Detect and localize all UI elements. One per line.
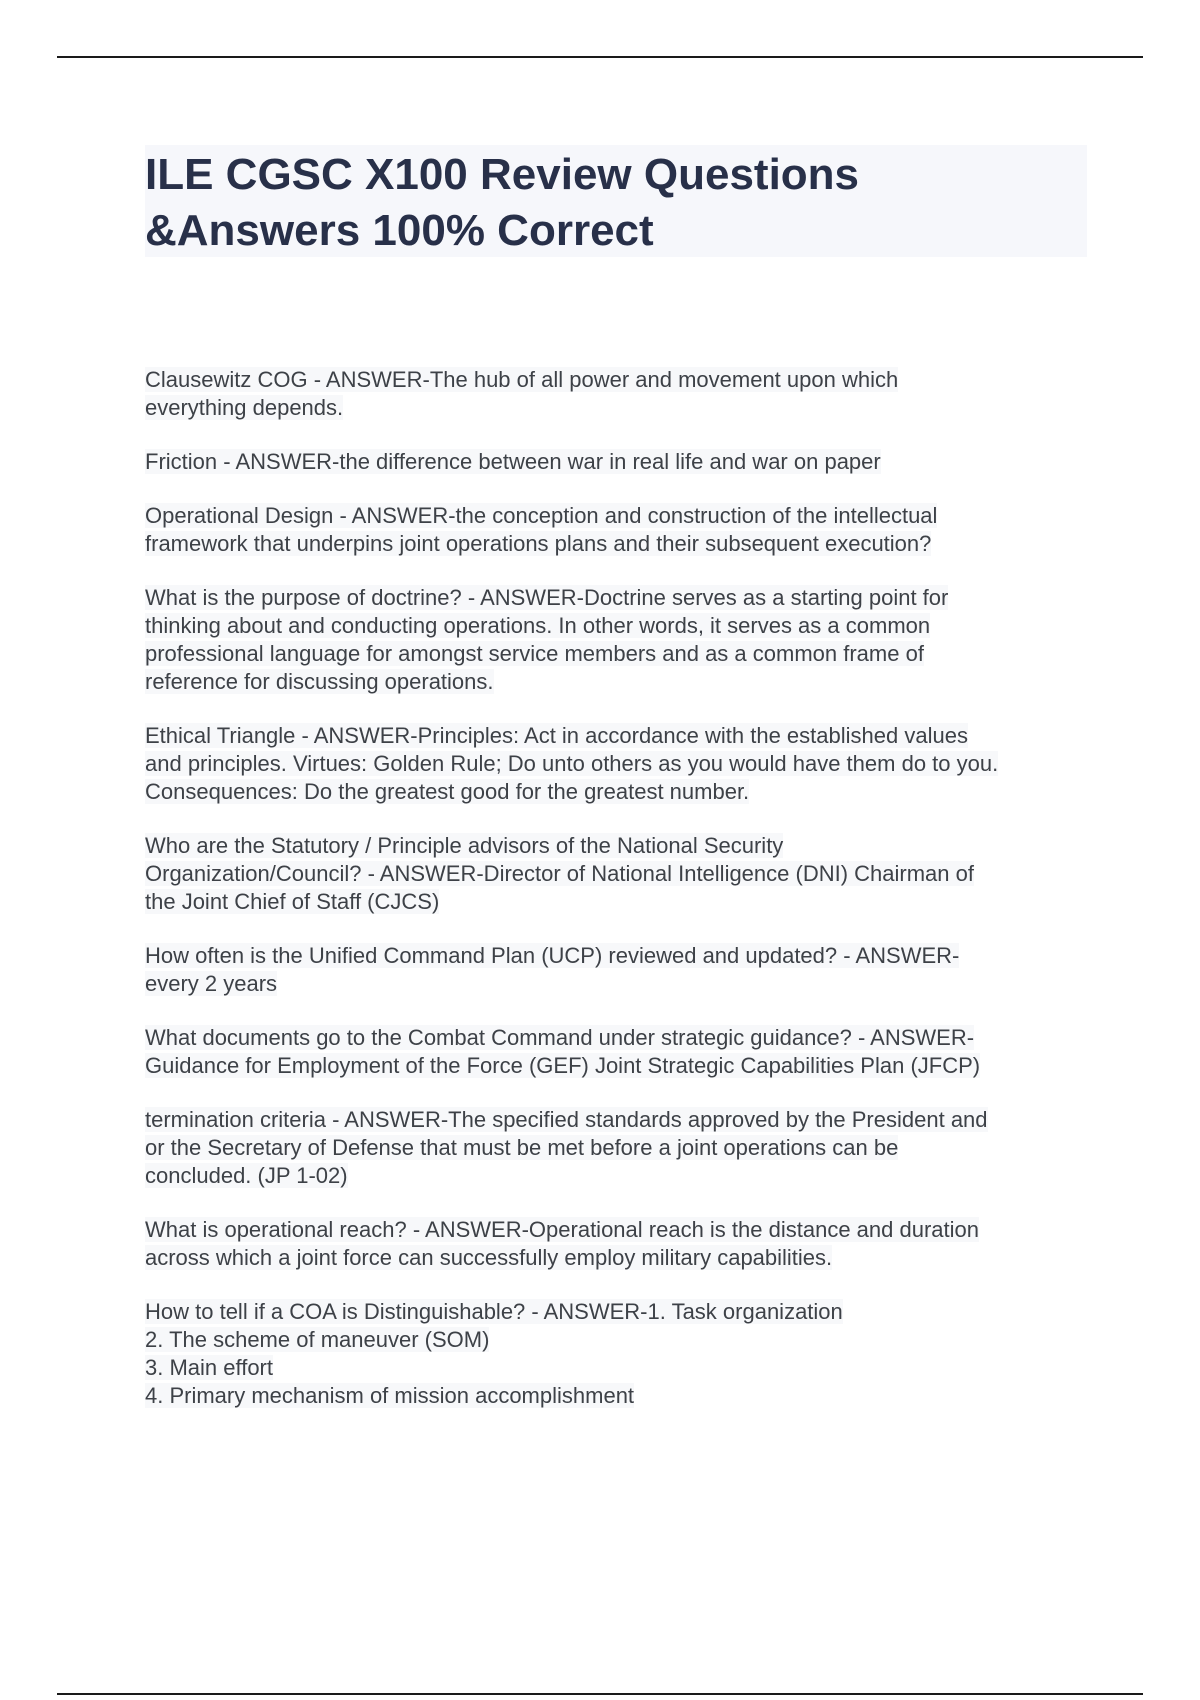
qa-item xyxy=(145,1024,1095,1080)
qa-item xyxy=(145,1216,1095,1272)
qa-item xyxy=(145,1298,1095,1410)
qa-text: termination criteria - ANSWER-The specified standards approved by the President and or the Secretary of Defense that must be met before a joint operations can be concluded. (JP 1-02) xyxy=(145,1107,988,1188)
qa-item xyxy=(145,942,1095,998)
page-title xyxy=(145,145,1087,259)
qa-item xyxy=(145,832,1095,916)
qa-item xyxy=(145,722,1095,806)
top-rule xyxy=(57,56,1143,58)
qa-text: Ethical Triangle - ANSWER-Principles: Act in accordance with the established values and principles. Virtues: Golden Rule; Do unto others as you would have them do to you. Consequences: Do the greatest good for the greatest number. xyxy=(145,723,999,804)
title-line-2: &Answers 100% Correct xyxy=(145,206,654,255)
qa-text: How often is the Unified Command Plan (UCP) reviewed and updated? - ANSWER- every 2 years xyxy=(145,943,960,996)
qa-text: Friction - ANSWER-the difference between war in real life and war on paper xyxy=(145,449,881,474)
qa-text: What documents go to the Combat Command under strategic guidance? - ANSWER- Guidance for Employment of the Force (GEF) Joint Strategic Capabilities Plan (JFCP) xyxy=(145,1025,981,1078)
qa-item xyxy=(145,502,1095,558)
qa-item xyxy=(145,584,1095,696)
title-line-1: ILE CGSC X100 Review Questions xyxy=(145,150,860,199)
bottom-rule xyxy=(57,1693,1143,1695)
qa-text: Clausewitz COG - ANSWER-The hub of all power and movement upon which everything depends. xyxy=(145,367,899,420)
qa-text: How to tell if a COA is Distinguishable? - ANSWER-1. Task organization 2. The scheme of maneuver (SOM) 3. Main effort 4. Primary mechanism of mission accomplishment xyxy=(145,1299,843,1408)
qa-item xyxy=(145,448,1095,476)
qa-text: Operational Design - ANSWER-the conception and construction of the intellectual framework that underpins joint operations plans and their subsequent execution? xyxy=(145,503,938,556)
qa-list xyxy=(145,366,1095,1436)
qa-item xyxy=(145,366,1095,422)
title-block xyxy=(145,145,1087,257)
qa-text: Who are the Statutory / Principle advisors of the National Security Organization/Council? - ANSWER-Director of National Intelligence (DNI) Chairman of the Joint Chief of Staff (CJCS) xyxy=(145,833,974,914)
qa-item xyxy=(145,1106,1095,1190)
qa-text: What is the purpose of doctrine? - ANSWER-Doctrine serves as a starting point for thinking about and conducting operations. In other words, it serves as a common professional language for amongst service members and as a common frame of reference for discussing operations. xyxy=(145,585,949,694)
qa-text: What is operational reach? - ANSWER-Operational reach is the distance and duration across which a joint force can successfully employ military capabilities. xyxy=(145,1217,979,1270)
